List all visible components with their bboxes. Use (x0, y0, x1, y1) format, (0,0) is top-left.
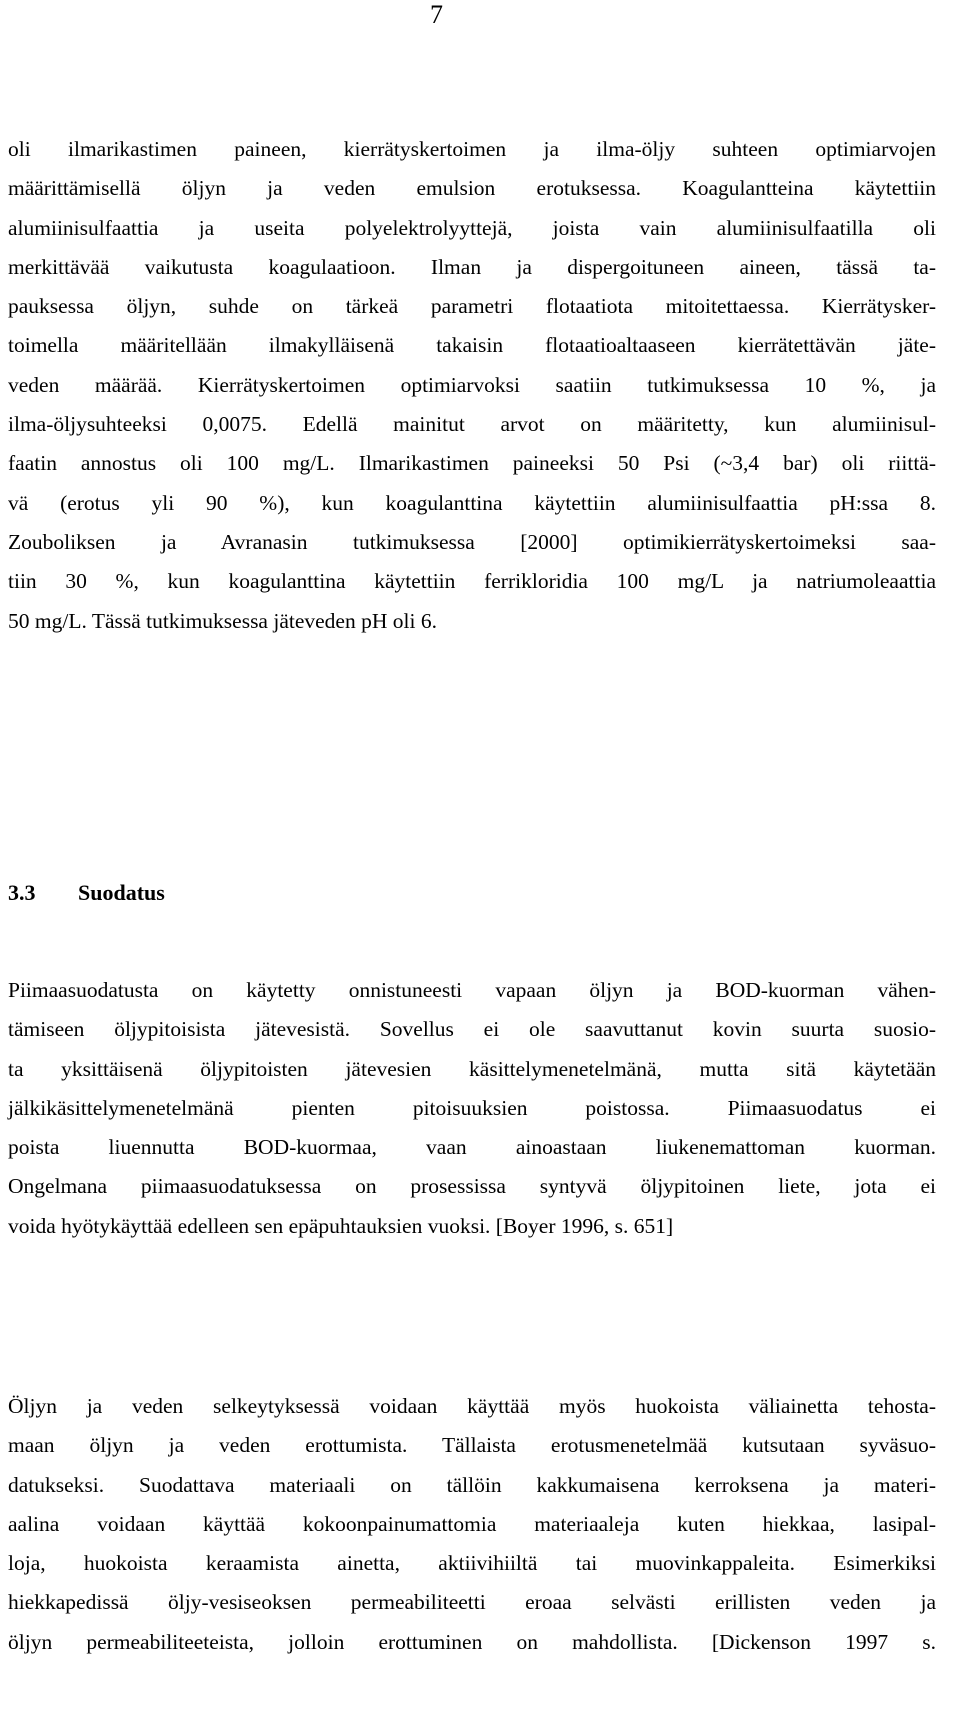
paragraph-line: hiekkapedissä öljy-vesiseoksen permeabiliteetti eroaa selvästi erillisten veden ja (8, 1590, 936, 1615)
paragraph-line: faatin annostus oli 100 mg/L. Ilmarikastimen paineeksi 50 Psi (~3,4 bar) oli riittä- (8, 451, 936, 476)
paragraph-line: jälkikäsittelymenetelmänä pienten pitoisuuksien poistossa. Piimaasuodatus ei (8, 1095, 936, 1120)
paragraph-line: Piimaasuodatusta on käytetty onnistuneesti vapaan öljyn ja BOD-kuorman vähen- (8, 978, 936, 1002)
section-heading (8, 878, 165, 908)
paragraph-line: merkittävää vaikutusta koagulaatioon. Ilman ja dispergoituneen aineen, tässä ta- (8, 254, 936, 279)
paragraph-line: poista liuennutta BOD-kuormaa, vaan ainoastaan liukenemattoman kuorman. (8, 1135, 936, 1160)
paragraph-line: tiin 30 %, kun koagulanttina käytettiin ferrikloridia 100 mg/L ja natriumoleaattia (8, 569, 936, 594)
paragraph-line: oli ilmarikastimen paineen, kierrätyskertoimen ja ilma-öljy suhteen optimiarvojen (8, 137, 936, 161)
paragraph-deep-filtration (8, 1387, 936, 1662)
paragraph-line: öljyn permeabiliteeteista, jolloin erottuminen on mahdollista. [Dickenson 1997 s. (8, 1629, 936, 1654)
paragraph-line: vä (erotus yli 90 %), kun koagulanttina käytettiin alumiinisulfaattia pH:ssa 8. (8, 490, 936, 515)
section-number: 3.3 (8, 880, 36, 905)
paragraph-line: toimella määritellään ilmakylläisenä takaisin flotaatioaltaaseen kierrätettävän jäte- (8, 333, 936, 358)
paragraph-line: Öljyn ja veden selkeytyksessä voidaan käyttää myös huokoista väliainetta tehosta- (8, 1394, 936, 1418)
paragraph-line: ta yksittäisenä öljypitoisten jätevesien käsittelymenetelmänä, mutta sitä käytetään (8, 1056, 936, 1081)
paragraph-line: voida hyötykäyttää edelleen sen epäpuhtauksien vuoksi. [Boyer 1996, s. 651] (8, 1213, 674, 1238)
paragraph-line: tämiseen öljypitoisista jätevesistä. Sovellus ei ole saavuttanut kovin suurta suosio- (8, 1017, 936, 1042)
page-number-text: 7 (430, 0, 443, 29)
paragraph-line: alumiinisulfaattia ja useita polyelektrolyyttejä, joista vain alumiinisulfaatilla oli (8, 215, 936, 240)
paragraph-line: Zouboliksen ja Avranasin tutkimuksessa [2000] optimikierrätyskertoimeksi saa- (8, 529, 936, 554)
paragraph-flotation (8, 130, 936, 641)
paragraph-line: 50 mg/L. Tässä tutkimuksessa jäteveden pH oli 6. (8, 608, 437, 633)
paragraph-line: Ongelmana piimaasuodatuksessa on prosessissa syntyvä öljypitoinen liete, jota ei (8, 1174, 936, 1199)
paragraph-line: määrittämisellä öljyn ja veden emulsion erotuksessa. Koagulantteina käytettiin (8, 176, 936, 201)
paragraph-diatomite (8, 971, 936, 1246)
paragraph-line: loja, huokoista keraamista ainetta, aktiivihiiltä tai muovinkappaleita. Esimerkiksi (8, 1551, 936, 1576)
section-title: Suodatus (78, 880, 165, 905)
paragraph-line: maan öljyn ja veden erottumista. Tällaista erotusmenetelmää kutsutaan syväsuo- (8, 1433, 936, 1458)
paragraph-line: aalina voidaan käyttää kokoonpainumattomia materiaaleja kuten hiekkaa, lasipal- (8, 1511, 936, 1536)
paragraph-line: veden määrää. Kierrätyskertoimen optimiarvoksi saatiin tutkimuksessa 10 %, ja (8, 372, 936, 397)
paragraph-line: datukseksi. Suodattava materiaali on tällöin kakkumaisena kerroksena ja materi- (8, 1472, 936, 1497)
paragraph-line: pauksessa öljyn, suhde on tärkeä parametri flotaatiota mitoitettaessa. Kierrätysker- (8, 294, 936, 319)
paragraph-line: ilma-öljysuhteeksi 0,0075. Edellä mainitut arvot on määritetty, kun alumiinisul- (8, 412, 936, 437)
